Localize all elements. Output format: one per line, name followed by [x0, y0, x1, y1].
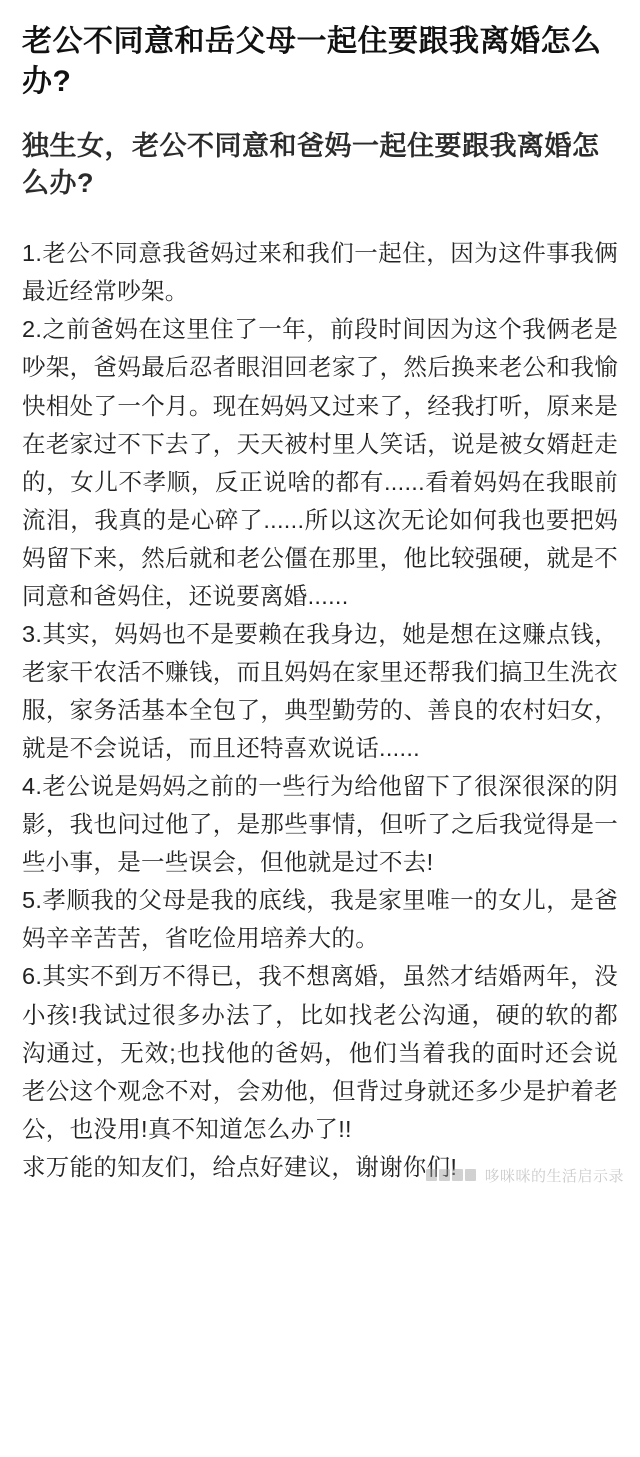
article-paragraph: 6.其实不到万不得已，我不想离婚，虽然才结婚两年，没小孩!我试过很多办法了，比如找老公沟通，硬的软的都沟通过，无效;也找他的爸妈，他们当着我的面时还会说老公这个观念不对，会劝他，但背过身就还多少是护着老公，也没用!真不知道怎么办了!!: [22, 963, 618, 1142]
watermark-text: 哆咪咪的生活启示录: [484, 1167, 624, 1185]
article-paragraph: 3.其实，妈妈也不是要赖在我身边，她是想在这赚点钱，老家干农活不赚钱，而且妈妈在家里还帮我们搞卫生洗衣服，家务活基本全包了，典型勤劳的、善良的农村妇女，就是不会说话，而且还特喜欢说话......: [22, 620, 618, 762]
article-paragraph: 2.之前爸妈在这里住了一年，前段时间因为这个我俩老是吵架，爸妈最后忍者眼泪回老家了，然后换来老公和我愉快相处了一个月。现在妈妈又过来了，经我打听，原来是在老家过不下去了，天天被村里人笑话，说是被女婿赶走的，女儿不孝顺，反正说啥的都有......看着妈妈在我眼前流泪，我真的是心碎了......所以这次无论如何我也要把妈妈留下来，然后就和老公僵在那里，他比较强硬，就是不同意和爸妈住，还说要离婚......: [22, 316, 618, 609]
article-paragraph: 求万能的知友们，给点好建议，谢谢你们!: [22, 1153, 458, 1180]
watermark: [426, 1165, 624, 1186]
article-paragraph: 4.老公说是妈妈之前的一些行为给他留下了很深很深的阴影，我也问过他了，是那些事情，但听了之后我觉得是一些小事，是一些误会，但他就是过不去!: [22, 773, 618, 876]
article-body: [22, 234, 618, 1186]
article-subtitle: 独生女，老公不同意和爸妈一起住要跟我离婚怎么办?: [22, 130, 600, 199]
article-paragraph: 5.孝顺我的父母是我的底线，我是家里唯一的女儿，是爸妈辛辛苦苦，省吃俭用培养大的。: [22, 887, 618, 952]
toutiao-logo-icon: [426, 1167, 478, 1183]
page-title: 老公不同意和岳父母一起住要跟我离婚怎么办?: [22, 25, 602, 98]
article-paragraph: 1.老公不同意我爸妈过来和我们一起住，因为这件事我俩最近经常吵架。: [22, 240, 618, 305]
